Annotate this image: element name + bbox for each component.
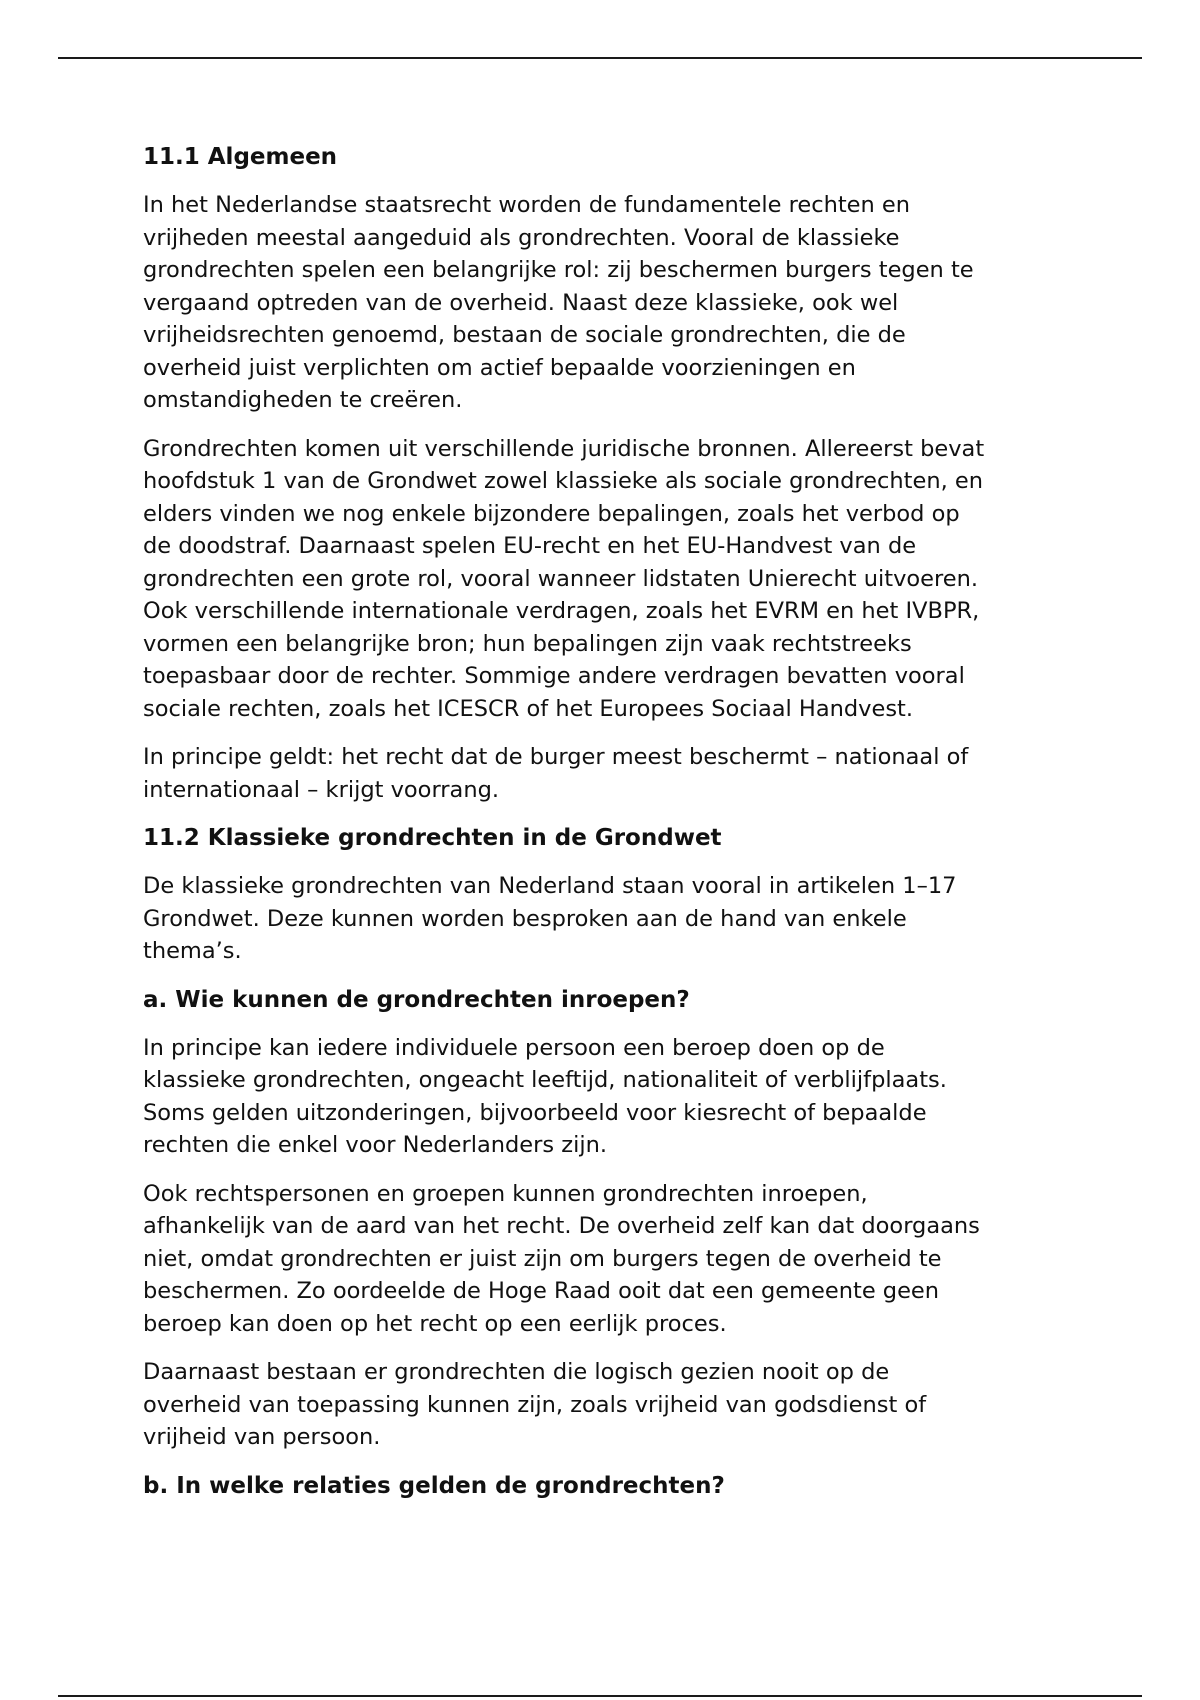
document-body xyxy=(143,141,1078,1518)
paragraph-line: In het Nederlandse staatsrecht worden de fundamentele rechten en xyxy=(143,192,911,218)
paragraph-line: In principe geldt: het recht dat de burger meest beschermt – nationaal of xyxy=(143,744,969,770)
paragraph-line: beschermen. Zo oordeelde de Hoge Raad ooit dat een gemeente geen xyxy=(143,1278,940,1304)
paragraph-3 xyxy=(143,741,1078,806)
paragraph-line: hoofdstuk 1 van de Grondwet zowel klassieke als sociale grondrechten, en xyxy=(143,468,983,494)
paragraph-line: grondrechten een grote rol, vooral wanneer lidstaten Unierecht uitvoeren. xyxy=(143,565,979,592)
paragraph-line: klassieke grondrechten, ongeacht leeftijd, nationaliteit of verblijfplaats. xyxy=(143,1067,947,1093)
paragraph-line: de doodstraf. Daarnaast spelen EU-recht en het EU-Handvest van de xyxy=(143,533,917,559)
paragraph-line: beroep kan doen op het recht op een eerlijk proces. xyxy=(143,1310,727,1337)
paragraph-1 xyxy=(143,189,1078,417)
paragraph-5 xyxy=(143,1032,1078,1162)
top-rule xyxy=(58,57,1142,59)
paragraph-line: niet, omdat grondrechten er juist zijn om burgers tegen de overheid te xyxy=(143,1245,942,1272)
section-heading-11-2: 11.2 Klassieke grondrechten in de Grondwet xyxy=(143,825,722,851)
paragraph-line: Grondwet. Deze kunnen worden besproken aan de hand van enkele xyxy=(143,905,907,932)
paragraph-line: internationaal – krijgt voorrang. xyxy=(143,776,500,803)
paragraph-line: elders vinden we nog enkele bijzondere bepalingen, zoals het verbod op xyxy=(143,500,960,527)
paragraph-line: Ook rechtspersonen en groepen kunnen grondrechten inroepen, xyxy=(143,1180,868,1207)
paragraph-7 xyxy=(143,1356,1078,1454)
paragraph-4 xyxy=(143,870,1078,968)
paragraph-line: overheid juist verplichten om actief bepaalde voorzieningen en xyxy=(143,354,856,381)
paragraph-line: Grondrechten komen uit verschillende juridische bronnen. Allereerst bevat xyxy=(143,435,985,462)
paragraph-6 xyxy=(143,1178,1078,1341)
paragraph-line: thema’s. xyxy=(143,938,242,964)
paragraph-line: vergaand optreden van de overheid. Naast deze klassieke, ook wel xyxy=(143,289,899,316)
paragraph-line: grondrechten spelen een belangrijke rol: zij beschermen burgers tegen te xyxy=(143,257,974,283)
paragraph-line: Daarnaast bestaan er grondrechten die logisch gezien nooit op de xyxy=(143,1359,890,1385)
paragraph-2 xyxy=(143,433,1078,726)
paragraph-line: sociale rechten, zoals het ICESCR of het Europees Sociaal Handvest. xyxy=(143,695,914,722)
paragraph-line: vrijheidsrechten genoemd, bestaan de sociale grondrechten, die de xyxy=(143,322,906,348)
paragraph-line: Ook verschillende internationale verdragen, zoals het EVRM en het IVBPR, xyxy=(143,598,980,624)
paragraph-line: vrijheden meestal aangeduid als grondrechten. Vooral de klassieke xyxy=(143,224,900,251)
paragraph-line: overheid van toepassing kunnen zijn, zoals vrijheid van godsdienst of xyxy=(143,1391,927,1418)
bottom-rule xyxy=(58,1695,1142,1697)
paragraph-line: toepasbaar door de rechter. Sommige andere verdragen bevatten vooral xyxy=(143,663,965,689)
paragraph-line: rechten die enkel voor Nederlanders zijn. xyxy=(143,1132,607,1158)
paragraph-line: omstandigheden te creëren. xyxy=(143,387,463,413)
paragraph-line: Soms gelden uitzonderingen, bijvoorbeeld voor kiesrecht of bepaalde xyxy=(143,1099,927,1126)
paragraph-line: vormen een belangrijke bron; hun bepalingen zijn vaak rechtstreeks xyxy=(143,630,912,657)
paragraph-line: In principe kan iedere individuele persoon een beroep doen op de xyxy=(143,1034,885,1061)
section-heading-11-1: 11.1 Algemeen xyxy=(143,144,338,170)
paragraph-line: De klassieke grondrechten van Nederland staan vooral in artikelen 1–17 xyxy=(143,873,957,899)
paragraph-line: afhankelijk van de aard van het recht. De overheid zelf kan dat doorgaans xyxy=(143,1213,980,1239)
subsection-heading-b: b. In welke relaties gelden de grondrechten? xyxy=(143,1472,725,1499)
subsection-heading-a: a. Wie kunnen de grondrechten inroepen? xyxy=(143,986,690,1013)
paragraph-line: vrijheid van persoon. xyxy=(143,1424,381,1450)
